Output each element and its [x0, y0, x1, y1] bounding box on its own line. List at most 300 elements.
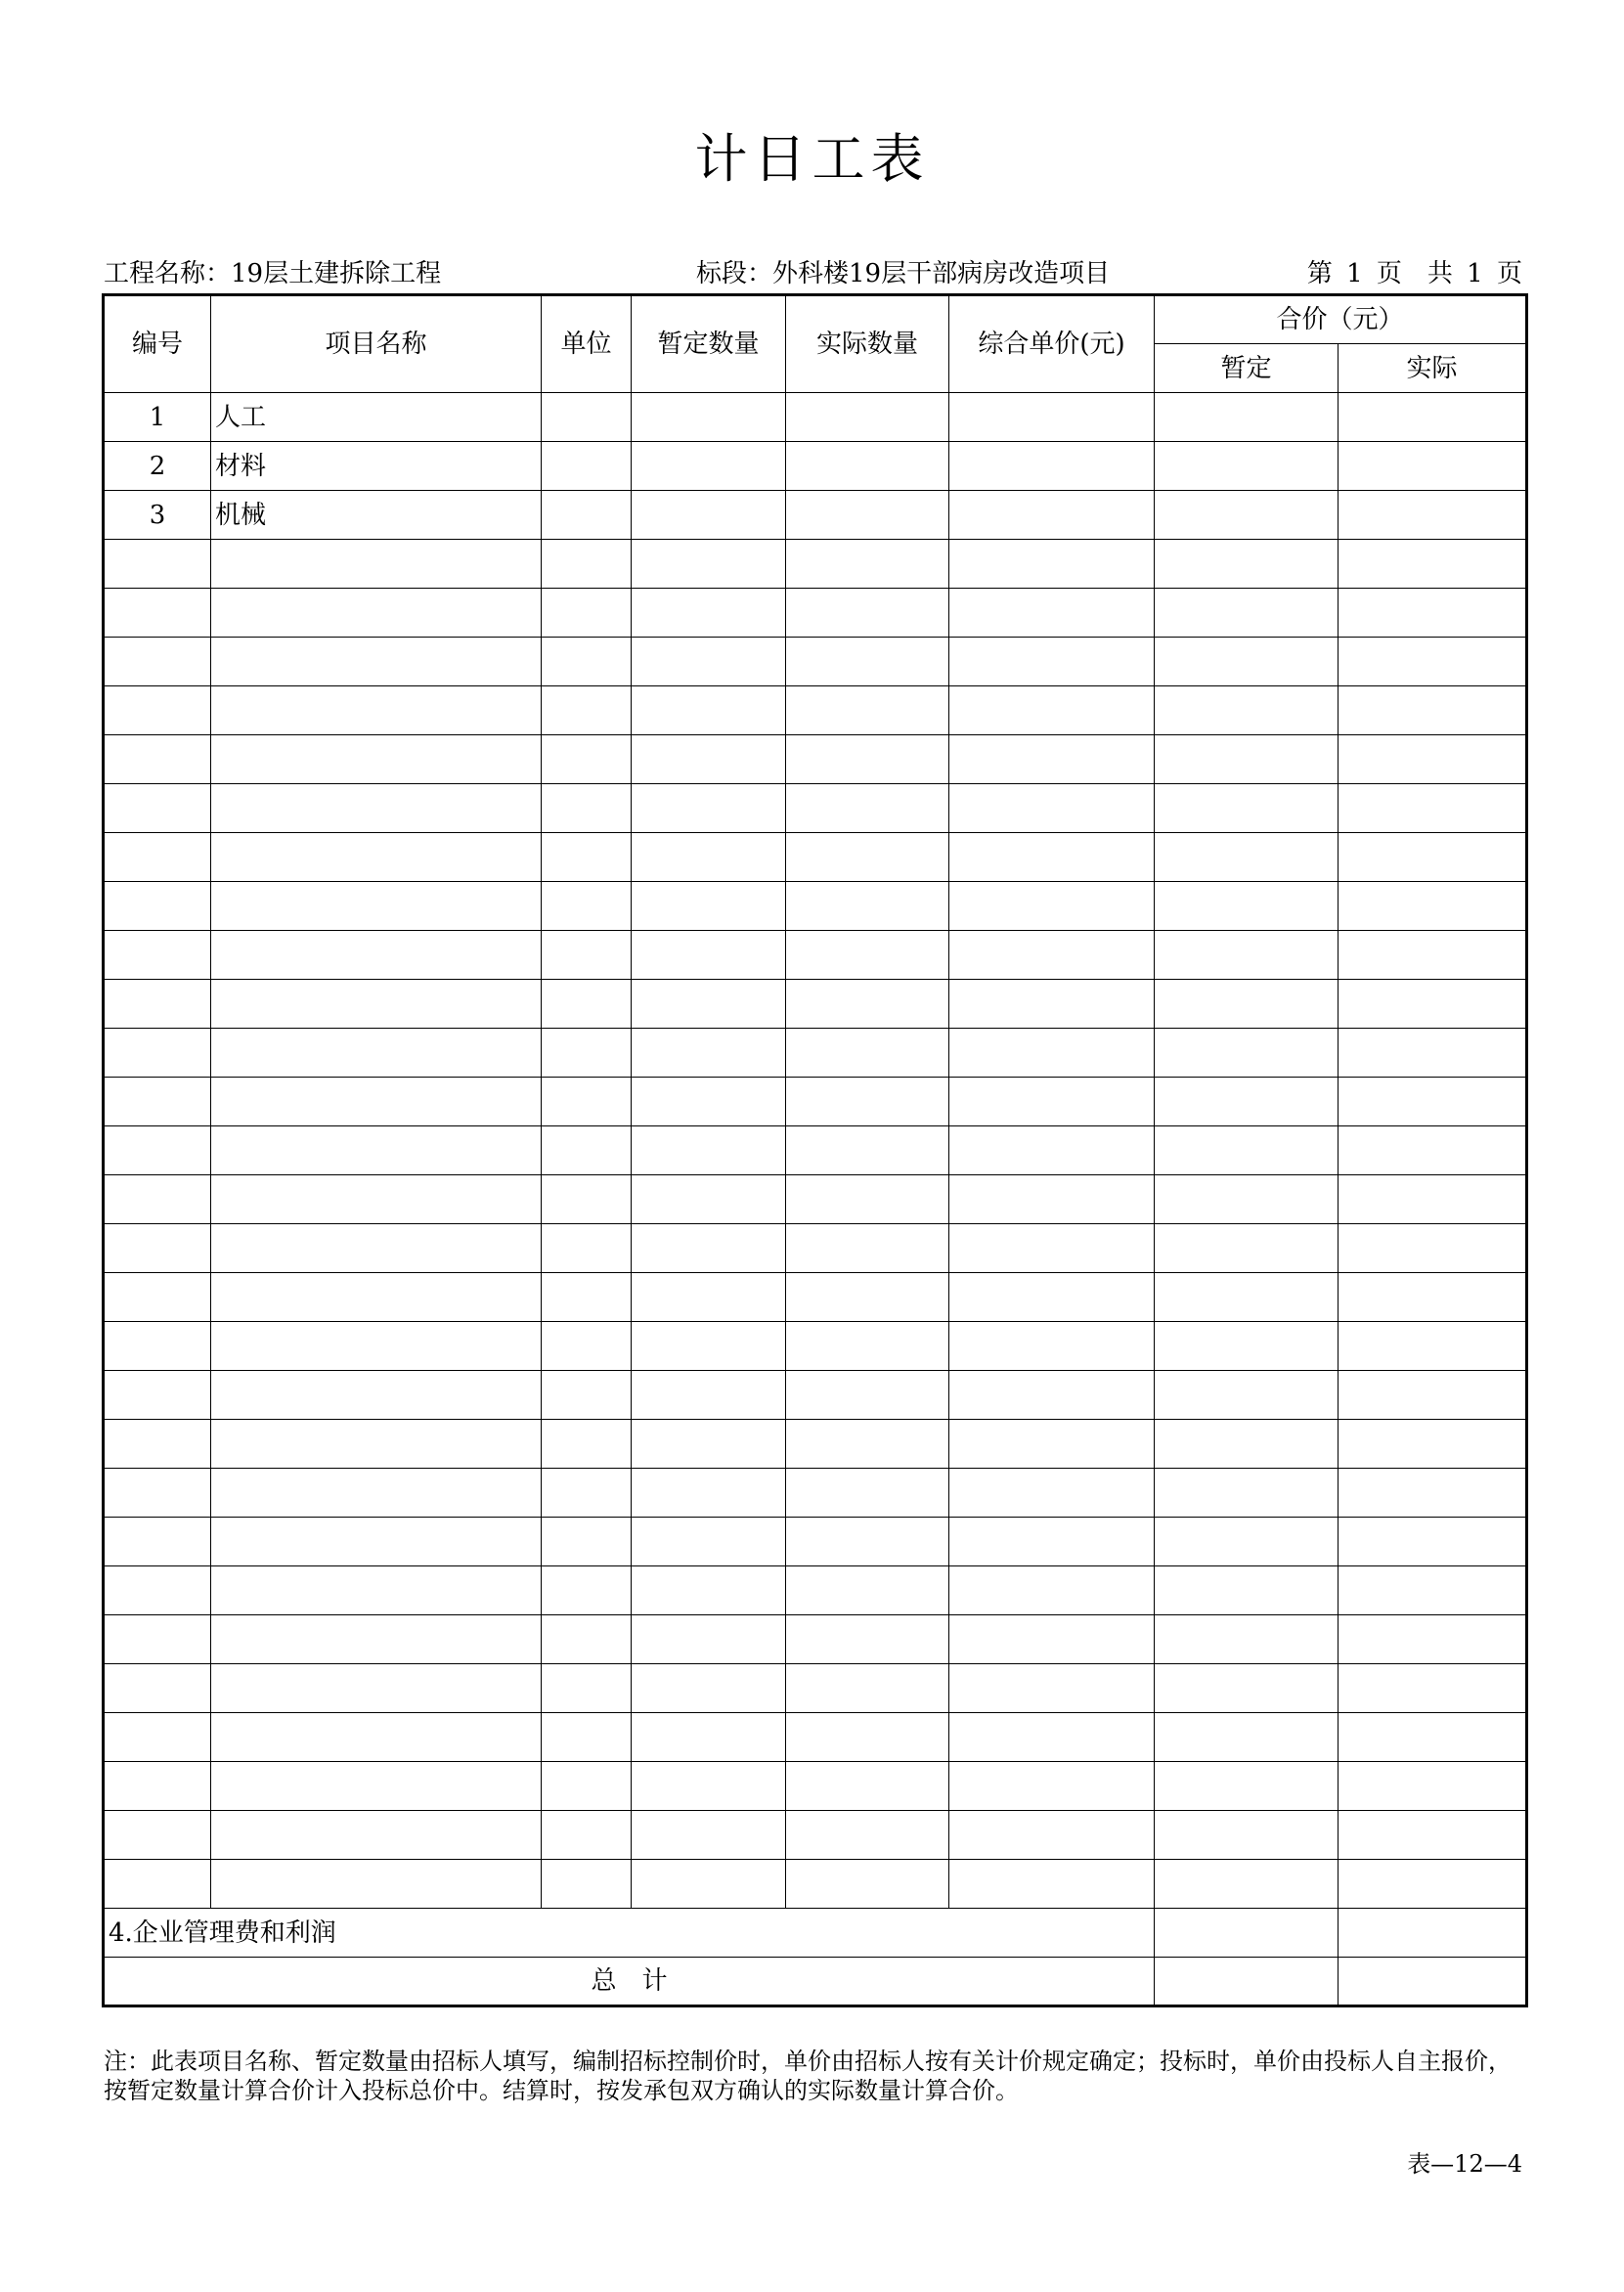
row-name-cell[interactable]: 材料	[211, 442, 542, 491]
page-number: 第 1 页 共 1 页	[1306, 259, 1522, 288]
table-cell[interactable]	[211, 1713, 542, 1762]
table-row	[104, 931, 1527, 980]
table-cell[interactable]	[1339, 1224, 1527, 1273]
table-cell[interactable]	[632, 1566, 786, 1615]
table-cell[interactable]	[1339, 491, 1527, 540]
table-cell[interactable]	[1155, 1273, 1339, 1322]
table-cell[interactable]	[786, 1664, 949, 1713]
table-cell[interactable]	[949, 1078, 1155, 1126]
table-cell[interactable]	[1155, 491, 1339, 540]
table-cell[interactable]	[211, 1860, 542, 1909]
table-cell[interactable]	[1155, 1664, 1339, 1713]
table-cell[interactable]	[1155, 1762, 1339, 1811]
table-cell[interactable]	[211, 1224, 542, 1273]
table-cell[interactable]	[1339, 1860, 1527, 1909]
table-cell[interactable]	[786, 589, 949, 638]
table-cell[interactable]	[1339, 1175, 1527, 1224]
table-cell[interactable]	[949, 686, 1155, 735]
table-cell[interactable]	[1339, 540, 1527, 589]
table-cell[interactable]	[1155, 1713, 1339, 1762]
table-cell[interactable]	[104, 1615, 211, 1664]
table-row	[104, 1664, 1527, 1713]
table-cell[interactable]	[632, 540, 786, 589]
row-number-cell[interactable]: 1	[104, 393, 211, 442]
table-cell[interactable]	[211, 1469, 542, 1518]
table-cell[interactable]	[542, 1175, 632, 1224]
table-cell[interactable]	[949, 1664, 1155, 1713]
table-cell[interactable]	[632, 686, 786, 735]
table-cell[interactable]	[786, 393, 949, 442]
table-cell[interactable]	[542, 735, 632, 784]
table-cell[interactable]	[632, 1615, 786, 1664]
day-work-table	[102, 293, 1528, 2007]
table-cell[interactable]	[104, 1811, 211, 1860]
table-cell[interactable]	[104, 1420, 211, 1469]
row-number-cell[interactable]: 2	[104, 442, 211, 491]
table-cell[interactable]	[211, 735, 542, 784]
table-cell[interactable]	[1155, 638, 1339, 686]
table-cell[interactable]	[1339, 1664, 1527, 1713]
table-cell[interactable]	[542, 1078, 632, 1126]
table-cell[interactable]	[1155, 882, 1339, 931]
table-row	[104, 1420, 1527, 1469]
table-cell[interactable]	[104, 1224, 211, 1273]
table-cell[interactable]	[949, 393, 1155, 442]
table-cell[interactable]	[211, 931, 542, 980]
table-cell[interactable]	[1155, 1860, 1339, 1909]
table-cell[interactable]	[632, 882, 786, 931]
table-cell[interactable]	[949, 1469, 1155, 1518]
table-cell[interactable]	[1339, 1371, 1527, 1420]
table-cell[interactable]	[1339, 1078, 1527, 1126]
footnote: 注：此表项目名称、暂定数量由招标人填写，编制招标控制价时，单价由招标人按有关计价规定确定；投标时，单价由投标人自主报价，按暂定数量计算合价计入投标总价中。结算时，按发承包双方确认的实际数量计算合价。	[104, 2048, 1512, 2104]
table-cell[interactable]	[1339, 1811, 1527, 1860]
table-cell[interactable]	[211, 686, 542, 735]
table-cell[interactable]	[1339, 442, 1527, 491]
total-row	[104, 1958, 1527, 2006]
table-cell[interactable]	[1155, 1566, 1339, 1615]
table-cell[interactable]	[542, 833, 632, 882]
table-row	[104, 784, 1527, 833]
table-cell[interactable]	[1155, 1078, 1339, 1126]
table-row	[104, 1762, 1527, 1811]
table-cell[interactable]	[786, 1126, 949, 1175]
table-cell[interactable]	[632, 735, 786, 784]
table-cell[interactable]	[949, 1273, 1155, 1322]
table-cell[interactable]	[1155, 1420, 1339, 1469]
table-cell[interactable]	[949, 540, 1155, 589]
table-cell[interactable]	[211, 1175, 542, 1224]
table-row	[104, 1029, 1527, 1078]
table-cell[interactable]	[1339, 1762, 1527, 1811]
table-cell[interactable]	[632, 1371, 786, 1420]
table-cell[interactable]	[786, 980, 949, 1029]
table-cell[interactable]	[542, 1126, 632, 1175]
table-row	[104, 686, 1527, 735]
table-cell[interactable]	[632, 1126, 786, 1175]
overhead-row	[104, 1909, 1527, 1958]
table-cell[interactable]	[104, 882, 211, 931]
table-cell[interactable]	[542, 1811, 632, 1860]
table-cell[interactable]	[786, 1518, 949, 1566]
table-cell[interactable]	[542, 1518, 632, 1566]
table-cell[interactable]	[1155, 540, 1339, 589]
table-cell[interactable]	[786, 1420, 949, 1469]
table-cell[interactable]	[1339, 1713, 1527, 1762]
table-cell[interactable]	[542, 882, 632, 931]
table-cell[interactable]	[1339, 1566, 1527, 1615]
table-cell[interactable]	[104, 1762, 211, 1811]
table-cell[interactable]	[949, 1811, 1155, 1860]
table-cell[interactable]	[1155, 931, 1339, 980]
row-name-cell[interactable]: 机械	[211, 491, 542, 540]
table-cell[interactable]	[1155, 1224, 1339, 1273]
table-row	[104, 1469, 1527, 1518]
table-cell[interactable]	[1155, 784, 1339, 833]
table-cell[interactable]	[1339, 980, 1527, 1029]
project-name: 工程名称：19层土建拆除工程	[104, 259, 442, 288]
table-cell[interactable]	[632, 1811, 786, 1860]
table-cell[interactable]	[542, 540, 632, 589]
table-cell[interactable]	[632, 442, 786, 491]
table-cell[interactable]	[104, 980, 211, 1029]
table-cell[interactable]	[786, 1566, 949, 1615]
table-cell[interactable]	[949, 589, 1155, 638]
table-cell[interactable]	[632, 491, 786, 540]
table-cell[interactable]	[949, 491, 1155, 540]
table-cell[interactable]	[632, 1273, 786, 1322]
table-cell[interactable]	[104, 1371, 211, 1420]
table-cell[interactable]	[211, 1518, 542, 1566]
table-cell[interactable]	[542, 686, 632, 735]
table-cell[interactable]	[1339, 686, 1527, 735]
header-number: 编号	[104, 295, 211, 393]
table-row	[104, 1518, 1527, 1566]
table-cell[interactable]	[1339, 1958, 1527, 2006]
table-row	[104, 540, 1527, 589]
table-cell[interactable]	[104, 1518, 211, 1566]
table-cell[interactable]	[786, 1273, 949, 1322]
table-cell[interactable]	[542, 1664, 632, 1713]
row-number-cell[interactable]: 3	[104, 491, 211, 540]
table-cell[interactable]	[1339, 1518, 1527, 1566]
table-cell[interactable]	[786, 1371, 949, 1420]
table-cell[interactable]	[542, 491, 632, 540]
table-row	[104, 980, 1527, 1029]
table-row	[104, 1615, 1527, 1664]
table-cell[interactable]	[949, 1762, 1155, 1811]
overhead-label: 4.企业管理费和利润	[104, 1909, 1155, 1958]
table-cell[interactable]	[786, 1860, 949, 1909]
header-provisional-qty: 暂定数量	[632, 295, 786, 393]
table-cell[interactable]	[104, 833, 211, 882]
table-cell[interactable]	[1339, 1420, 1527, 1469]
table-cell[interactable]	[949, 980, 1155, 1029]
table-cell[interactable]	[786, 1224, 949, 1273]
table-cell[interactable]	[1155, 980, 1339, 1029]
table-cell[interactable]	[211, 589, 542, 638]
total-label: 总 计	[104, 1958, 1155, 2006]
table-cell[interactable]	[632, 1713, 786, 1762]
table-cell[interactable]	[949, 1518, 1155, 1566]
header-unit-price: 综合单价(元)	[949, 295, 1155, 393]
header-row	[104, 295, 1527, 344]
table-cell[interactable]	[542, 589, 632, 638]
table-cell[interactable]	[104, 540, 211, 589]
table-cell[interactable]	[786, 931, 949, 980]
table-cell[interactable]	[104, 1029, 211, 1078]
table-cell[interactable]	[949, 1615, 1155, 1664]
table-cell[interactable]	[1155, 735, 1339, 784]
table-row	[104, 1860, 1527, 1909]
table-cell[interactable]	[542, 1273, 632, 1322]
table-cell[interactable]	[104, 1860, 211, 1909]
table-cell[interactable]	[949, 1860, 1155, 1909]
table-cell[interactable]	[104, 735, 211, 784]
table-cell[interactable]	[1339, 393, 1527, 442]
table-cell[interactable]	[104, 1469, 211, 1518]
table-cell[interactable]	[786, 540, 949, 589]
table-cell[interactable]	[211, 1811, 542, 1860]
table-row	[104, 1224, 1527, 1273]
table-cell[interactable]	[211, 1762, 542, 1811]
table-row	[104, 442, 1527, 491]
table-cell[interactable]	[632, 393, 786, 442]
table-cell[interactable]	[104, 1175, 211, 1224]
table-cell[interactable]	[104, 931, 211, 980]
table-cell[interactable]	[1339, 931, 1527, 980]
table-cell[interactable]	[786, 1762, 949, 1811]
table-cell[interactable]	[1339, 1615, 1527, 1664]
table-cell[interactable]	[632, 589, 786, 638]
table-cell[interactable]	[632, 931, 786, 980]
table-cell[interactable]	[542, 931, 632, 980]
table-cell[interactable]	[211, 784, 542, 833]
header-total-provisional: 暂定	[1155, 344, 1339, 393]
table-cell[interactable]	[542, 1615, 632, 1664]
table-cell[interactable]	[1339, 589, 1527, 638]
header-total-actual: 实际	[1339, 344, 1527, 393]
table-row	[104, 638, 1527, 686]
table-cell[interactable]	[1155, 1469, 1339, 1518]
table-cell[interactable]	[211, 1615, 542, 1664]
table-cell[interactable]	[786, 735, 949, 784]
table-cell[interactable]	[786, 442, 949, 491]
table-cell[interactable]	[786, 1322, 949, 1371]
table-cell[interactable]	[211, 638, 542, 686]
table-cell[interactable]	[949, 1175, 1155, 1224]
header-unit: 单位	[542, 295, 632, 393]
table-cell[interactable]	[104, 1713, 211, 1762]
table-cell[interactable]	[786, 1615, 949, 1664]
table-cell[interactable]	[1155, 393, 1339, 442]
table-cell[interactable]	[632, 1469, 786, 1518]
table-cell[interactable]	[211, 540, 542, 589]
table-cell[interactable]	[1339, 833, 1527, 882]
table-cell[interactable]	[1155, 1909, 1339, 1958]
table-cell[interactable]	[211, 1664, 542, 1713]
table-cell[interactable]	[786, 784, 949, 833]
table-cell[interactable]	[1339, 735, 1527, 784]
table-cell[interactable]	[632, 1029, 786, 1078]
table-cell[interactable]	[542, 1860, 632, 1909]
table-cell[interactable]	[542, 638, 632, 686]
table-cell[interactable]	[1155, 589, 1339, 638]
table-cell[interactable]	[211, 1371, 542, 1420]
table-row	[104, 393, 1527, 442]
table-cell[interactable]	[786, 1175, 949, 1224]
table-row	[104, 1078, 1527, 1126]
table-cell[interactable]	[1155, 1029, 1339, 1078]
table-cell[interactable]	[949, 638, 1155, 686]
table-cell[interactable]	[949, 784, 1155, 833]
table-cell[interactable]	[949, 1713, 1155, 1762]
table-cell[interactable]	[786, 882, 949, 931]
table-cell[interactable]	[1339, 1909, 1527, 1958]
table-cell[interactable]	[1339, 1029, 1527, 1078]
table-cell[interactable]	[542, 393, 632, 442]
table-cell[interactable]	[949, 1224, 1155, 1273]
table-cell[interactable]	[1155, 442, 1339, 491]
table-cell[interactable]	[1155, 1958, 1339, 2006]
table-cell[interactable]	[542, 1420, 632, 1469]
table-cell[interactable]	[211, 1420, 542, 1469]
table-cell[interactable]	[632, 1420, 786, 1469]
table-cell[interactable]	[632, 638, 786, 686]
table-cell[interactable]	[1339, 1273, 1527, 1322]
table-cell[interactable]	[1155, 1322, 1339, 1371]
table-cell[interactable]	[104, 1322, 211, 1371]
table-cell[interactable]	[104, 1566, 211, 1615]
table-cell[interactable]	[1155, 833, 1339, 882]
table-cell[interactable]	[949, 1371, 1155, 1420]
table-cell[interactable]	[632, 1175, 786, 1224]
table-cell[interactable]	[1339, 784, 1527, 833]
table-cell[interactable]	[949, 1420, 1155, 1469]
table-cell[interactable]	[542, 1566, 632, 1615]
table-cell[interactable]	[104, 1078, 211, 1126]
table-cell[interactable]	[211, 1126, 542, 1175]
table-cell[interactable]	[949, 1029, 1155, 1078]
table-cell[interactable]	[211, 1322, 542, 1371]
header-actual-qty: 实际数量	[786, 295, 949, 393]
table-cell[interactable]	[211, 1078, 542, 1126]
table-cell[interactable]	[786, 638, 949, 686]
table-cell[interactable]	[542, 1713, 632, 1762]
table-cell[interactable]	[104, 1273, 211, 1322]
table-cell[interactable]	[542, 1322, 632, 1371]
table-cell[interactable]	[542, 784, 632, 833]
table-cell[interactable]	[542, 1371, 632, 1420]
table-row	[104, 1811, 1527, 1860]
table-cell[interactable]	[1339, 1126, 1527, 1175]
table-cell[interactable]	[104, 686, 211, 735]
table-cell[interactable]	[786, 1078, 949, 1126]
table-cell[interactable]	[211, 1029, 542, 1078]
table-cell[interactable]	[786, 1713, 949, 1762]
table-cell[interactable]	[211, 1273, 542, 1322]
table-cell[interactable]	[1155, 686, 1339, 735]
table-cell[interactable]	[1339, 882, 1527, 931]
table-cell[interactable]	[211, 882, 542, 931]
table-cell[interactable]	[632, 1664, 786, 1713]
table-cell[interactable]	[211, 833, 542, 882]
table-cell[interactable]	[104, 784, 211, 833]
table-row	[104, 735, 1527, 784]
table-cell[interactable]	[949, 882, 1155, 931]
table-cell[interactable]	[542, 980, 632, 1029]
table-row	[104, 882, 1527, 931]
table-cell[interactable]	[949, 1322, 1155, 1371]
table-cell[interactable]	[1155, 1615, 1339, 1664]
table-cell[interactable]	[632, 1762, 786, 1811]
table-row	[104, 1126, 1527, 1175]
row-name-cell[interactable]: 人工	[211, 393, 542, 442]
table-cell[interactable]	[949, 1126, 1155, 1175]
section-name: 标段：外科楼19层干部病房改造项目	[696, 259, 1111, 288]
table-cell[interactable]	[1155, 1518, 1339, 1566]
table-cell[interactable]	[786, 833, 949, 882]
table-cell[interactable]	[1155, 1811, 1339, 1860]
table-row	[104, 1566, 1527, 1615]
table-row	[104, 1713, 1527, 1762]
table-cell[interactable]	[786, 686, 949, 735]
table-cell[interactable]	[949, 442, 1155, 491]
table-cell[interactable]	[949, 735, 1155, 784]
table-cell[interactable]	[632, 1322, 786, 1371]
table-cell[interactable]	[211, 1566, 542, 1615]
table-cell[interactable]	[1155, 1371, 1339, 1420]
table-cell[interactable]	[104, 638, 211, 686]
header-name: 项目名称	[211, 295, 542, 393]
table-cell[interactable]	[211, 980, 542, 1029]
table-cell[interactable]	[786, 491, 949, 540]
table-cell[interactable]	[542, 1469, 632, 1518]
table-cell[interactable]	[632, 1224, 786, 1273]
table-row	[104, 1175, 1527, 1224]
table-row	[104, 1322, 1527, 1371]
table-cell[interactable]	[786, 1029, 949, 1078]
table-cell[interactable]	[104, 589, 211, 638]
table-cell[interactable]	[1155, 1175, 1339, 1224]
table-cell[interactable]	[104, 1126, 211, 1175]
table-cell[interactable]	[104, 1664, 211, 1713]
table-cell[interactable]	[1339, 1469, 1527, 1518]
page-title: 计日工表	[694, 128, 930, 190]
table-cell[interactable]	[1339, 638, 1527, 686]
table-cell[interactable]	[786, 1469, 949, 1518]
table-cell[interactable]	[949, 931, 1155, 980]
table-cell[interactable]	[949, 833, 1155, 882]
table-cell[interactable]	[542, 1762, 632, 1811]
table-row	[104, 833, 1527, 882]
table-cell[interactable]	[632, 1078, 786, 1126]
table-cell[interactable]	[786, 1811, 949, 1860]
table-cell[interactable]	[632, 784, 786, 833]
table-cell[interactable]	[632, 1860, 786, 1909]
header-total-price: 合价（元）	[1155, 295, 1527, 344]
table-cell[interactable]	[542, 1224, 632, 1273]
table-cell[interactable]	[1339, 1322, 1527, 1371]
table-cell[interactable]	[632, 833, 786, 882]
table-cell[interactable]	[542, 1029, 632, 1078]
table-cell[interactable]	[632, 1518, 786, 1566]
table-cell[interactable]	[949, 1566, 1155, 1615]
table-row	[104, 1371, 1527, 1420]
table-cell[interactable]	[1155, 1126, 1339, 1175]
table-cell[interactable]	[632, 980, 786, 1029]
table-cell[interactable]	[542, 442, 632, 491]
